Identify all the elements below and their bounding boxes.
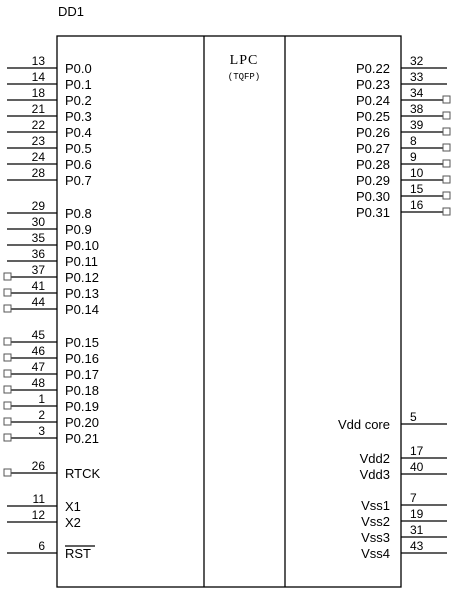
pin-endpoint (4, 273, 11, 280)
pin-number: 10 (410, 166, 424, 180)
chip-outline (57, 36, 401, 587)
pin-name: P0.14 (65, 302, 99, 317)
pin-name: P0.31 (356, 205, 390, 220)
pin-name: X2 (65, 515, 81, 530)
pin-number: 5 (410, 410, 417, 424)
pin-name: P0.18 (65, 383, 99, 398)
pin-name: Vss1 (361, 498, 390, 513)
pin-number: 32 (410, 54, 424, 68)
right-pin-7 (361, 491, 447, 513)
pin-endpoint (443, 96, 450, 103)
pin-number: 12 (31, 508, 45, 522)
pin-number: 45 (31, 328, 45, 342)
pin-name: P0.23 (356, 77, 390, 92)
designator: DD1 (58, 4, 85, 19)
pin-number: 36 (31, 247, 45, 261)
left-pin-26 (4, 459, 100, 481)
pin-number: 48 (31, 376, 45, 390)
pin-name: P0.2 (65, 93, 92, 108)
pin-number: 44 (31, 295, 45, 309)
pin-name: P0.10 (65, 238, 99, 253)
pin-name: P0.12 (65, 270, 99, 285)
pin-name: P0.26 (356, 125, 390, 140)
pin-name: P0.29 (356, 173, 390, 188)
pin-name: RST (65, 546, 91, 561)
pin-endpoint (4, 305, 11, 312)
pin-endpoint (443, 176, 450, 183)
pin-endpoint (4, 434, 11, 441)
pin-name: P0.20 (65, 415, 99, 430)
pin-name: P0.1 (65, 77, 92, 92)
pin-endpoint (4, 418, 11, 425)
pin-number: 13 (31, 54, 45, 68)
pin-name: Vss2 (361, 514, 390, 529)
pin-number: 22 (31, 118, 45, 132)
pin-name: Vdd2 (359, 451, 390, 466)
chip-name: LPC (229, 53, 259, 68)
pin-endpoint (4, 402, 11, 409)
pin-endpoint (4, 469, 11, 476)
right-pin-group (338, 54, 450, 561)
pin-number: 43 (410, 539, 424, 553)
pin-name: Vss3 (361, 530, 390, 545)
pin-number: 31 (410, 523, 424, 537)
pin-number: 23 (31, 134, 45, 148)
pin-name: Vdd3 (359, 467, 390, 482)
pin-number: 40 (410, 460, 424, 474)
pin-name: P0.0 (65, 61, 92, 76)
pin-number: 34 (410, 86, 424, 100)
pin-number: 8 (410, 134, 417, 148)
pin-name: P0.17 (65, 367, 99, 382)
left-pin-29 (7, 199, 92, 221)
pin-name: P0.4 (65, 125, 92, 140)
pin-name: P0.8 (65, 206, 92, 221)
pin-name: P0.15 (65, 335, 99, 350)
pin-number: 9 (410, 150, 417, 164)
pin-name: Vss4 (361, 546, 390, 561)
pin-number: 26 (31, 459, 45, 473)
pin-endpoint (443, 144, 450, 151)
pin-name: P0.6 (65, 157, 92, 172)
pin-endpoint (4, 289, 11, 296)
pin-number: 29 (31, 199, 45, 213)
pin-name: RTCK (65, 466, 101, 481)
pin-name: P0.3 (65, 109, 92, 124)
right-pin-17 (360, 444, 447, 466)
left-pin-13 (7, 54, 92, 76)
pin-number: 18 (31, 86, 45, 100)
pin-name: P0.5 (65, 141, 92, 156)
pin-name: Vdd core (337, 417, 390, 432)
pin-name: P0.25 (356, 109, 390, 124)
pin-number: 28 (31, 166, 45, 180)
pin-name: P0.22 (356, 61, 390, 76)
pin-number: 41 (31, 279, 45, 293)
chip-body (57, 36, 401, 587)
pin-name: P0.11 (65, 254, 99, 269)
pin-endpoint (443, 128, 450, 135)
pin-endpoint (4, 386, 11, 393)
pin-number: 33 (410, 70, 424, 84)
pin-number: 19 (410, 507, 424, 521)
pin-name: P0.28 (356, 157, 390, 172)
pin-number: 17 (410, 444, 424, 458)
pin-number: 15 (410, 182, 424, 196)
pin-name: X1 (65, 499, 81, 514)
pin-name: P0.19 (65, 399, 99, 414)
pin-name: P0.13 (65, 286, 99, 301)
pin-number: 37 (31, 263, 45, 277)
pin-number: 21 (31, 102, 45, 116)
pin-number: 11 (32, 492, 45, 506)
pin-number: 46 (31, 344, 45, 358)
pin-number: 39 (410, 118, 424, 132)
pin-number: 3 (38, 424, 45, 438)
pin-endpoint (4, 354, 11, 361)
pin-endpoint (443, 192, 450, 199)
pin-name: P0.9 (65, 222, 92, 237)
pin-name: P0.21 (65, 431, 99, 446)
pin-endpoint (443, 160, 450, 167)
pin-number: 47 (31, 360, 45, 374)
pin-number: 16 (410, 198, 424, 212)
pin-name: P0.16 (65, 351, 99, 366)
right-pin-5 (338, 410, 447, 432)
pin-number: 1 (38, 392, 45, 406)
pin-name: P0.7 (65, 173, 92, 188)
pin-name: P0.27 (356, 141, 390, 156)
pin-number: 7 (410, 491, 417, 505)
chip-package: (TQFP) (227, 72, 261, 82)
pin-endpoint (443, 208, 450, 215)
pin-endpoint (443, 112, 450, 119)
pin-name: P0.30 (356, 189, 390, 204)
pin-number: 35 (31, 231, 45, 245)
pin-number: 38 (410, 102, 424, 116)
pin-number: 24 (31, 150, 45, 164)
left-pin-6 (7, 539, 95, 561)
left-pin-45 (4, 328, 99, 350)
pin-number: 14 (31, 70, 45, 84)
pin-endpoint (4, 370, 11, 377)
pin-number: 6 (38, 539, 45, 553)
pin-number: 30 (31, 215, 45, 229)
left-pin-group (4, 54, 100, 561)
pin-name: P0.24 (356, 93, 390, 108)
pin-endpoint (4, 338, 11, 345)
pin-number: 2 (38, 408, 45, 422)
